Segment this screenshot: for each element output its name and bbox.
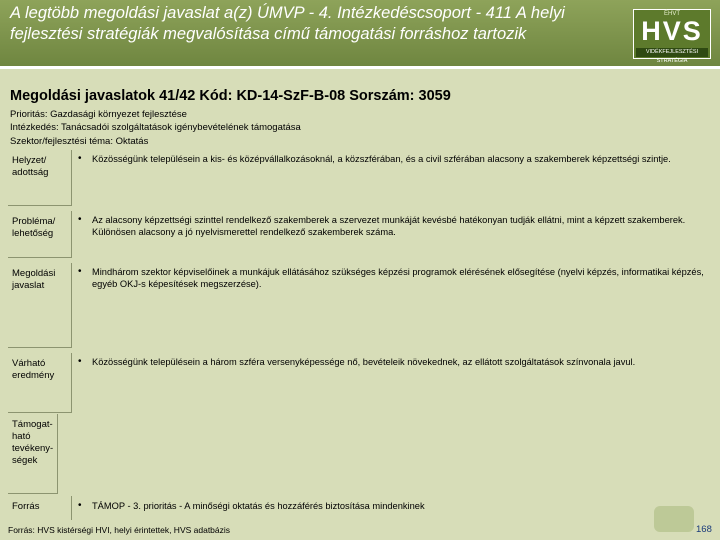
hvs-logo (633, 9, 711, 64)
meta-intezkedes: Intézkedés: Tanácsadói szolgáltatások igénybevételének támogatása (10, 122, 301, 133)
row-text-helyzet: Közösségünk településein a kis- és középvállalkozásoknál, a közszférában, és a civil szférában alacsony a szakemberek képzettségi szintje. (92, 154, 671, 164)
footer-source: Forrás: HVS kistérségi HVI, helyi érintettek, HVS adatbázis (8, 525, 231, 535)
footer-logo-icon (654, 506, 694, 532)
header-divider (0, 66, 720, 69)
row-bullet-megoldasi: • (78, 266, 82, 277)
row-label-forras: Forrás (8, 496, 72, 520)
row-text-megoldasi: Mindhárom szektor képviselőinek a munkájuk ellátásához szükséges képzési programok elérésének elősegítése (nyelvi képzés, informatikai képzés, egyéb OKJ-s képesítések megszerzése). (92, 267, 704, 289)
row-label-tamogathato: Támogat- ható tevékeny- ségek (8, 414, 58, 494)
page-number: 168 (696, 524, 712, 535)
row-label-helyzet: Helyzet/ adottság (8, 150, 72, 206)
row-label-megoldasi: Megoldási javaslat (8, 263, 72, 348)
logo-sub-text: VIDÉKFEJLESZTÉSI STRATÉGIA (636, 48, 708, 57)
page-title: Megoldási javaslatok 41/42 Kód: KD-14-SzF-B-08 Sorszám: 3059 (10, 88, 451, 104)
row-bullet-problema: • (78, 214, 82, 225)
row-bullet-varhato: • (78, 356, 82, 367)
meta-szektor: Szektor/fejlesztési téma: Oktatás (10, 136, 149, 147)
row-bullet-forras: • (78, 500, 82, 511)
header-banner (0, 0, 720, 66)
meta-prioritas: Prioritás: Gazdasági környezet fejlesztése (10, 109, 187, 120)
row-bullet-helyzet: • (78, 153, 82, 164)
row-text-forras: TÁMOP - 3. prioritás - A minőségi oktatás és hozzáférés biztosítása mindenkinek (92, 501, 425, 511)
row-text-problema: Az alacsony képzettségi szinttel rendelkező szakemberek a szervezet munkáját kevésbé hatékonyan tudják ellátni, mint a képzett szakemberek. Különösen alacsony a jó nyelvismerettel rendelkező szakemberek száma. (92, 215, 686, 237)
header-title: A legtöbb megoldási javaslat a(z) ÚMVP - 4. Intézkedéscsoport - 411 A helyi fejlesztési stratégiák megvalósítása című támogatási forráshoz tartozik (10, 4, 565, 43)
logo-main-text: HVS (641, 16, 703, 46)
row-label-problema: Probléma/ lehetőség (8, 211, 72, 258)
row-text-varhato: Közösségünk településein a három szféra versenyképessége nő, bevételeik növekednek, az ellátott szolgáltatások színvonala javul. (92, 357, 636, 367)
logo-top-text: ÉHVT (663, 11, 680, 17)
row-label-varhato: Várható eredmény (8, 353, 72, 413)
